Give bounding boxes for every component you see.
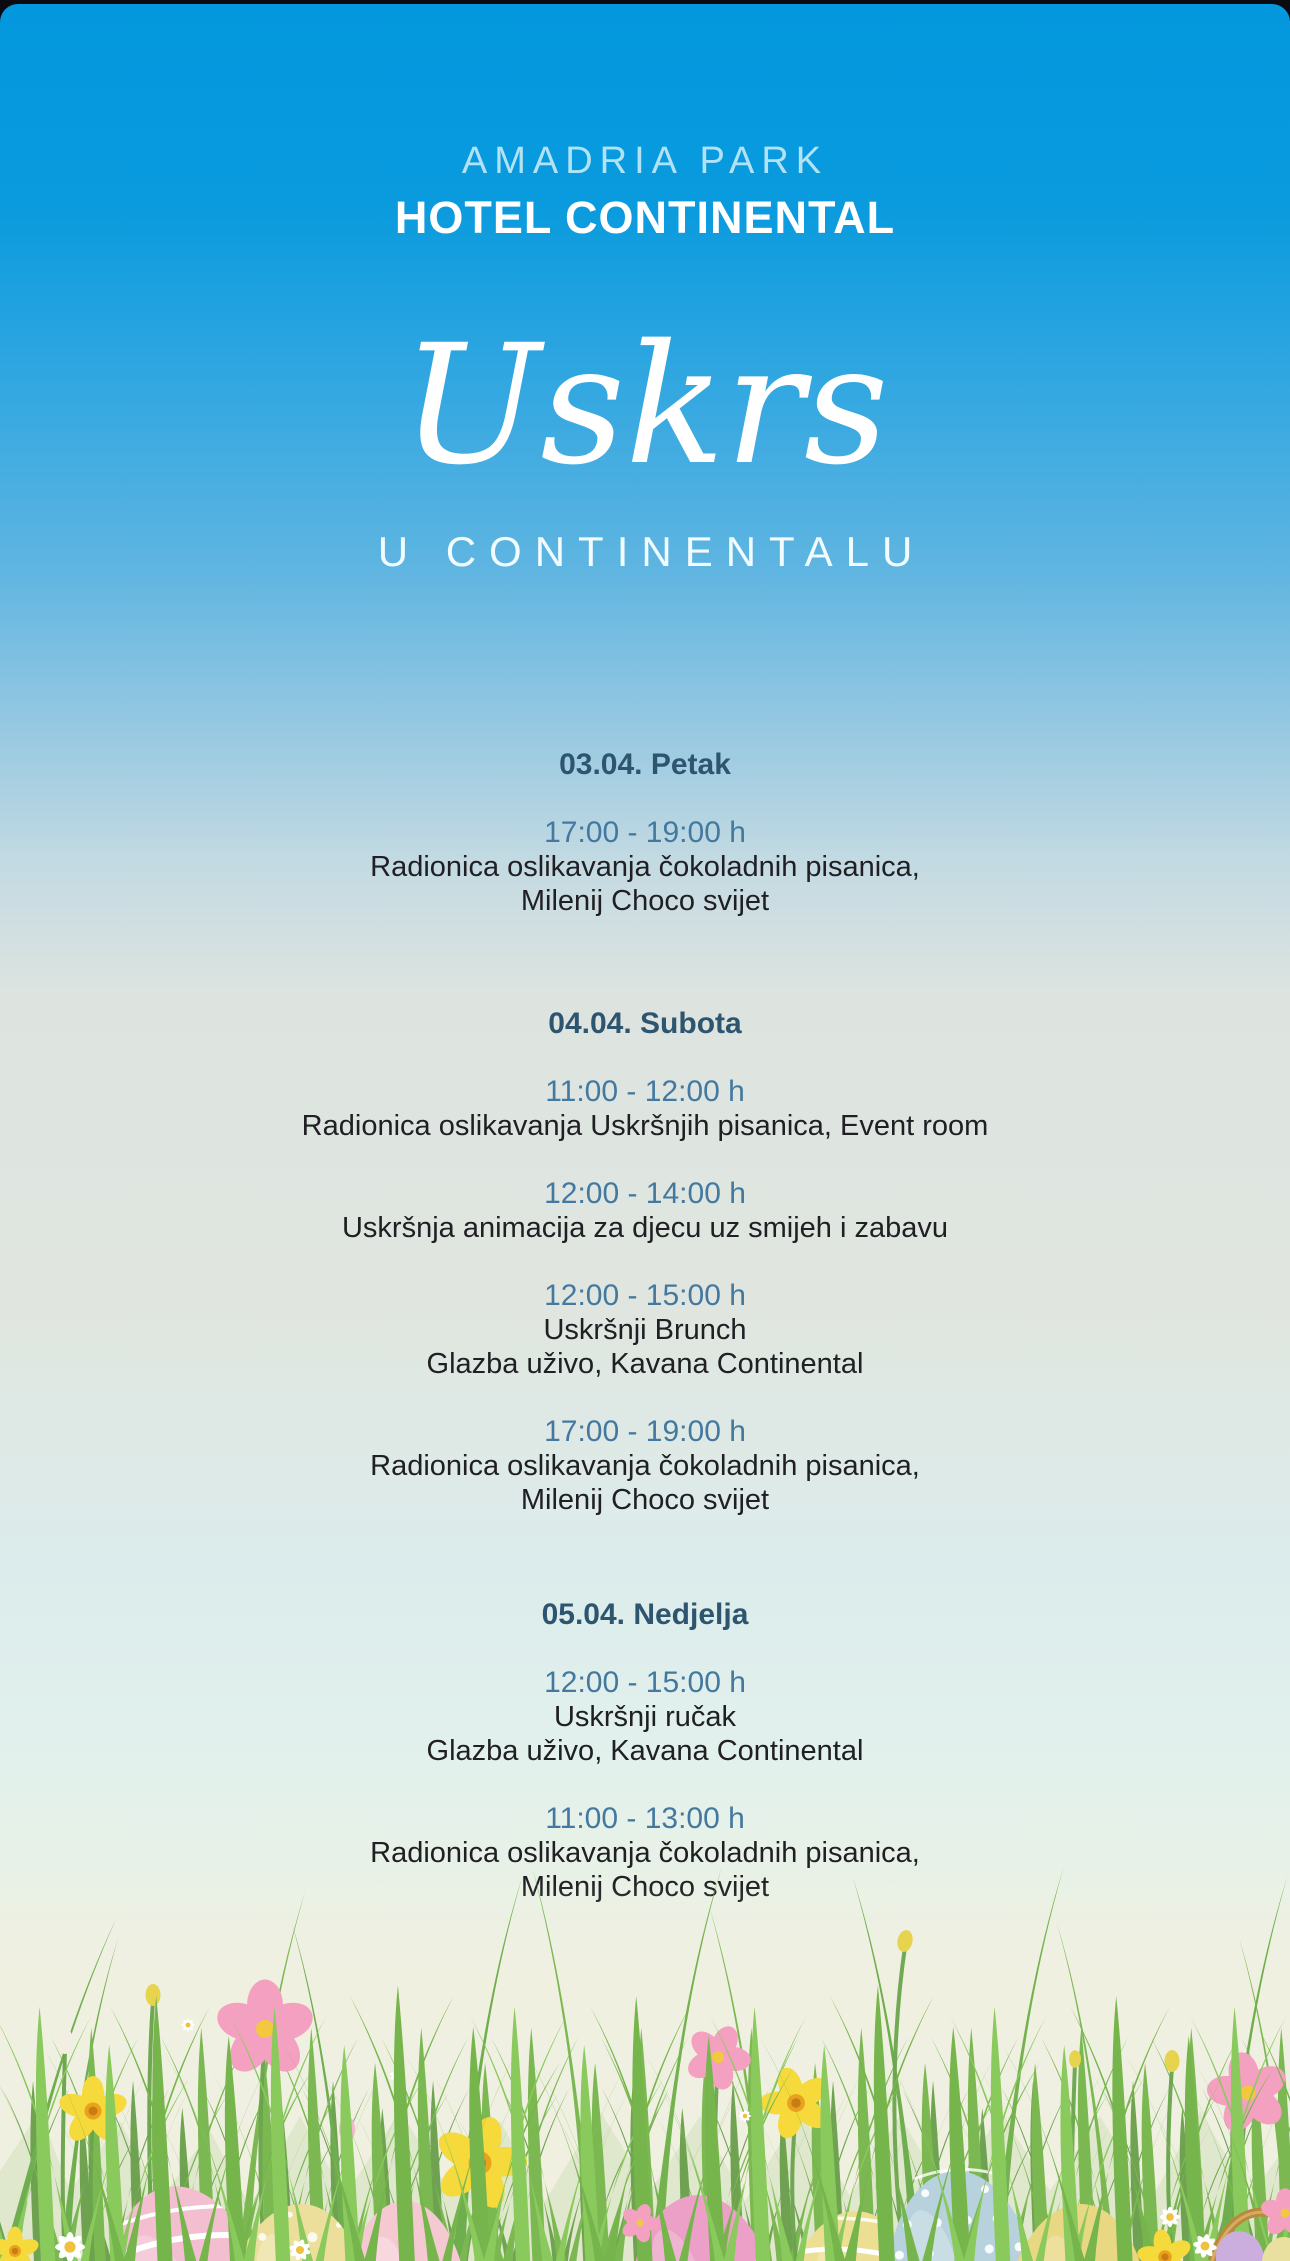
day-block-saturday bbox=[0, 1007, 1290, 1517]
day-title: 03.04. Petak bbox=[559, 748, 731, 781]
brand-header bbox=[0, 140, 1290, 244]
easter-poster bbox=[0, 4, 1290, 2261]
event bbox=[0, 1666, 1290, 1768]
daisy-flower bbox=[181, 2018, 194, 2031]
event-line: Radionica oslikavanja čokoladnih pisanica, bbox=[370, 851, 920, 883]
poster-title-subtitle: U CONTINENTALU bbox=[377, 528, 926, 575]
day-title: 04.04. Subota bbox=[548, 1007, 742, 1040]
event bbox=[0, 816, 1290, 918]
day-block-sunday bbox=[0, 1598, 1290, 1904]
event-time: 12:00 - 15:00 h bbox=[544, 1279, 746, 1312]
event-time: 17:00 - 19:00 h bbox=[544, 1415, 746, 1448]
event-line: Milenij Choco svijet bbox=[520, 1484, 770, 1516]
yellow-bud bbox=[1069, 2050, 1081, 2068]
event-line: Uskršnja animacija za djecu uz smijeh i zabavu bbox=[341, 1212, 949, 1244]
yellow-bud bbox=[1165, 2050, 1180, 2072]
event-line: Uskršnji ručak bbox=[553, 1701, 737, 1733]
brand-name: AMADRIA PARK bbox=[461, 140, 829, 182]
day-block-friday bbox=[0, 748, 1290, 918]
event bbox=[0, 1075, 1290, 1143]
event bbox=[0, 1177, 1290, 1245]
event-time: 12:00 - 15:00 h bbox=[544, 1666, 746, 1699]
event-line: Radionica oslikavanja čokoladnih pisanica, bbox=[370, 1837, 920, 1869]
daisy-flower bbox=[55, 2232, 85, 2261]
easter-meadow-illustration bbox=[0, 1861, 1290, 2261]
hotel-name: HOTEL CONTINENTAL bbox=[394, 192, 896, 243]
yellow-bud bbox=[146, 1984, 161, 2006]
event-line: Radionica oslikavanja čokoladnih pisanica, bbox=[370, 1450, 920, 1482]
event-time: 11:00 - 13:00 h bbox=[545, 1802, 745, 1835]
event-line: Radionica oslikavanja Uskršnjih pisanica, Event room bbox=[301, 1110, 989, 1142]
event bbox=[0, 1279, 1290, 1381]
event-time: 17:00 - 19:00 h bbox=[544, 816, 746, 849]
event-line: Milenij Choco svijet bbox=[520, 885, 770, 917]
event bbox=[0, 1415, 1290, 1517]
horizon-glow bbox=[0, 1881, 1290, 2081]
daisy-flower bbox=[739, 2110, 751, 2122]
event-line: Glazba uživo, Kavana Continental bbox=[426, 1348, 864, 1380]
event-time: 12:00 - 14:00 h bbox=[544, 1177, 746, 1210]
day-title: 05.04. Nedjelja bbox=[541, 1598, 749, 1631]
poster-title-script: Uskrs bbox=[401, 309, 889, 501]
event-line: Glazba uživo, Kavana Continental bbox=[426, 1735, 864, 1767]
daisy-flower bbox=[1160, 2207, 1180, 2227]
white-bud bbox=[57, 2028, 73, 2054]
event-time: 11:00 - 12:00 h bbox=[545, 1075, 745, 1108]
event-line: Uskršnji Brunch bbox=[543, 1314, 747, 1346]
